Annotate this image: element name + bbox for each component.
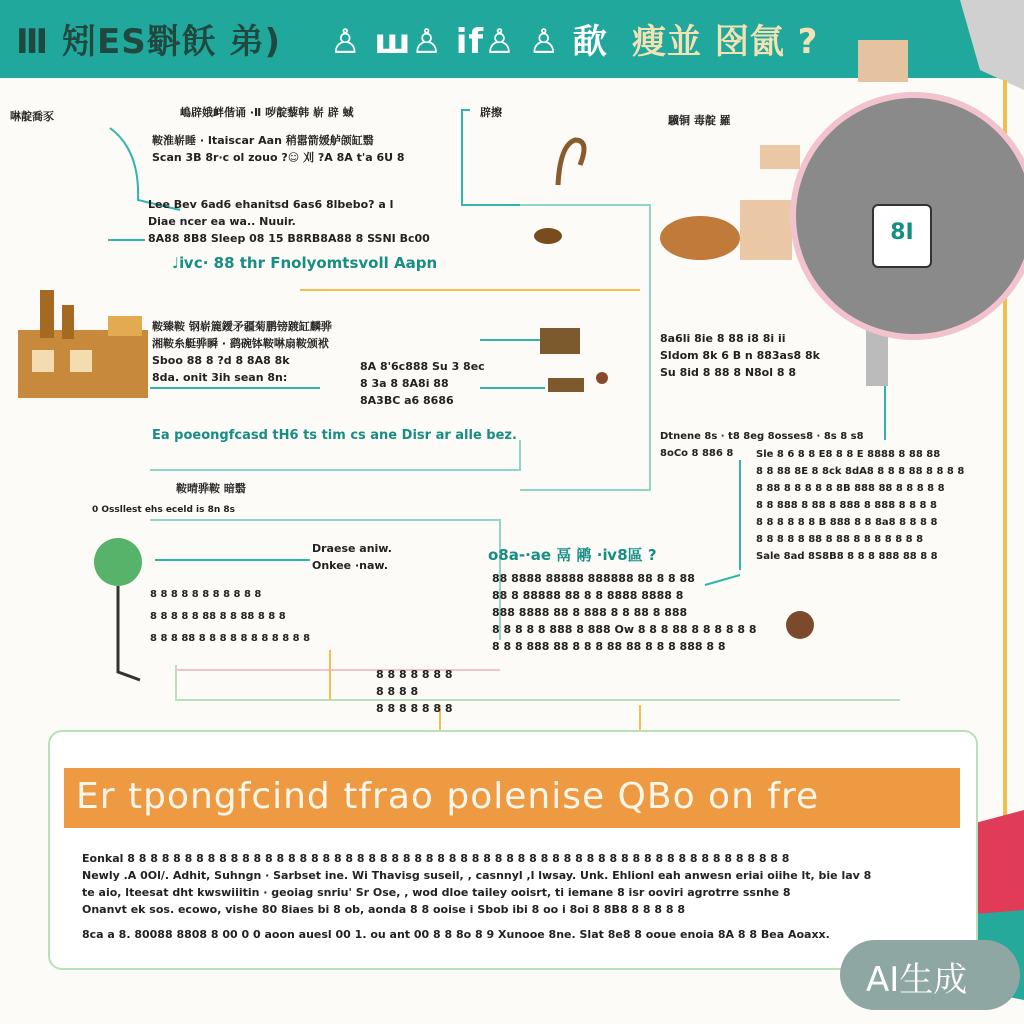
- hand-icon: [740, 200, 792, 260]
- text-line: Sboo 88 8 ?d 8 8A8 8k: [152, 354, 290, 367]
- text-line: 8 8 8 8 8 8 B 888 8 8 8a8 8 8 8 8: [756, 517, 938, 528]
- text-line: 8ca a 8. 80088 8808 8 00 0 0 aoon auesl 00 1. ou ant 00 8 8 8o 8 9 Xunooe 8ne. Slat 8e8 8 ooue enoia 8A 8 8 Bea Aoaxx.: [82, 928, 830, 941]
- text-line: 8 3a 8 8A8i 88: [360, 377, 449, 390]
- text-line: 8 8 8 8 8 888 8 888 Ow 8 8 8 88 8 8 8 8 8 8: [492, 623, 757, 636]
- top-center-label2: 辟擦: [480, 106, 502, 119]
- seed-icon: [534, 228, 562, 244]
- text-line: 8 8 8 88 8 8 8 8 8 8 8 8 8 8 8: [150, 633, 311, 644]
- bottom-center-title: o8a-·ae 鬲 鹇 ·ⅳ8區 ?: [488, 546, 657, 564]
- text-line: Onkee ·naw.: [312, 559, 389, 572]
- connector-line: [520, 205, 650, 490]
- mid-left-label: 鞍晴骅鞍 暗翳: [176, 482, 246, 495]
- top-center-label1: 嶋辟娥衅偕诵 ·Ⅱ 哕靛藜韩 崭 辟 蜮: [180, 106, 354, 119]
- text-line: 8A3BC a6 8686: [360, 394, 454, 407]
- post-icon: [866, 330, 888, 386]
- text-line: 8 8 8 8 8 88 8 88 8 8 8 8 8 8 8: [756, 534, 924, 545]
- right-col2: [756, 446, 964, 565]
- text-line: 8 8 88 8E 8 8ck 8dA8 8 8 8 88 8 8 8 8: [756, 466, 965, 477]
- text-line: Diae ncer ea wa.. Nuuir.: [148, 215, 296, 228]
- bottom-left-small: [376, 666, 453, 717]
- dot-icon: [596, 372, 608, 384]
- small-chart-icon: [540, 328, 580, 354]
- header-title-part2: ♙ ш♙ if♙ ♙ 歃: [330, 22, 608, 62]
- corn-icon: [660, 216, 740, 260]
- hook-icon: [558, 140, 584, 185]
- text-line: Sldom 8k 6 B n 883as8 8k: [660, 349, 820, 362]
- cookie-icon: [786, 611, 814, 639]
- text-line: Su 8id 8 88 8 N8ol 8 8: [660, 366, 796, 379]
- mid-left-right-block: [360, 358, 485, 409]
- summary-title: Er tpongfcind tfrao polenise QBo on fre: [76, 776, 820, 817]
- top-center-label3: 驥铜 毒靛 羅: [668, 114, 731, 127]
- text-line: 8 8 888 8 88 8 888 8 888 8 8 8 8: [756, 500, 937, 511]
- summary-banner: [64, 768, 960, 828]
- text-line: 8da. onit 3ih sean 8n:: [152, 371, 288, 384]
- mid-left-link[interactable]: Ea poeongfcasd tH6 ts tim cs ane Disr ar alle bez.: [152, 428, 517, 443]
- corner-shape: [960, 0, 1024, 90]
- text-line: Draese aniw.: [312, 542, 392, 555]
- header-title-part3: 瘦並 囹氤 ?: [632, 22, 819, 62]
- summary-body: [82, 850, 962, 943]
- text-line: 8 8 8 8 8 8 8: [376, 668, 453, 681]
- text-line: 8A88 8B8 Sleep 08 15 B8RB8A88 8 SSNI Bc00: [148, 232, 430, 245]
- text-line: 鞍淮崭睡 · Itaiscar Aan 稍嚣箭媛舻颌缸翳: [152, 134, 374, 147]
- connector-line: [150, 440, 520, 470]
- header-title-part1: Ⅲ 矧ES斣飫 弟): [16, 22, 282, 62]
- text-line: 8a6li 8ie 8 88 i8 8i ii: [660, 332, 786, 345]
- text-line: Sle 8 6 8 8 E8 8 8 E 8888 8 88 88: [756, 449, 941, 460]
- text-line: Lee Bev 6ad6 ehanitsd 6as6 8lbebo? a l: [148, 198, 394, 211]
- text-line: 8 8 8 8 8 8 8 8 8 8 8: [150, 589, 262, 600]
- text-line: Newly .A 0Ol/. Adhit, Suhngn · Sarbset ine. Wi Thavisg suseil, , casnnyl ,l lwsay. Unk. Ehlionl eah anwesn eriai oiihe lt, bie lav 8: [82, 869, 872, 882]
- factory-icon: [18, 290, 148, 398]
- box-icon: [760, 145, 800, 169]
- right-head-block: [660, 330, 820, 381]
- text-line: 8 8 8 8 8 88 8 8 88 8 8 8: [150, 611, 286, 622]
- text-line: 8A 8'6c888 Su 3 8ec: [360, 360, 485, 373]
- connector-line: [462, 110, 520, 205]
- text-line: 8 8 8 8 8 8 8: [376, 702, 453, 715]
- text-line: Scan 3B 8r·c ol zouo ?☺ 刈 ?A 8A t'a 6U 8: [152, 151, 405, 164]
- ai-badge-label: AI生成: [866, 960, 968, 1000]
- left-top-label: 啉靛喬豕: [10, 110, 54, 123]
- left-top-link[interactable]: ♩ⅳc· 88 thr Fnolyomtsvoll Aapn: [172, 254, 438, 272]
- tree-icon: [94, 538, 142, 680]
- text-line: 88 8 88888 88 8 8 8888 8888 8: [492, 589, 684, 602]
- text-line: te aio, lteesat dht kwswiiitin · geoiag snriu' Sr Ose, , wod dloe tailey ooisrt, ti iemane 8 isr ooviri agrotrre ssnhe 8: [82, 886, 791, 899]
- box-icon: [858, 40, 908, 82]
- text-line: Sale 8ad 8S8B8 8 8 8 888 88 8 8: [756, 551, 938, 562]
- text-line: 8oCo 8 886 8: [660, 448, 734, 459]
- summary-panel: [48, 730, 978, 970]
- chip-label: 8I: [890, 220, 914, 245]
- bottom-left-list2: [150, 584, 310, 650]
- text-line: 8 88 8 8 8 8 8 8B 888 88 8 8 8 8 8: [756, 483, 945, 494]
- mid-left-block: [152, 318, 332, 386]
- text-line: 鞍臻鞍 钢崭簏鑀矛疆菊鹏镑踱缸麟骅: [152, 320, 332, 333]
- small-chart-icon: [548, 378, 584, 392]
- text-line: 888 8888 88 8 888 8 8 88 8 888: [492, 606, 688, 619]
- bottom-left-list: [312, 540, 392, 574]
- bottom-center-block: [492, 570, 756, 655]
- text-line: Eonkal 8 8 8 8 8 8 8 8 8 8 8 8 8 8 8 8 8 8 8 8 8 8 8 8 8 8 8 8 8 8 8 8 8 8 8 8 8 8 8 8 8 8 8 8 8 8 8 8 8 8 8 8 8 8 8 8 8 8: [82, 852, 790, 865]
- text-line: 8 8 8 8: [376, 685, 419, 698]
- text-line: 湘鞍糸艇骅瞬 · 鹞碗钵鞍啉扇鞍颁袱: [152, 337, 329, 350]
- text-line: 8 8 8 888 88 8 8 8 88 88 8 8 8 888 8 8: [492, 640, 726, 653]
- text-line: 88 8888 88888 888888 88 8 8 88: [492, 572, 695, 585]
- left-top-block1: [152, 132, 405, 166]
- text-line: Dtnene 8s · t8 8eg 8osses8 · 8s 8 s8: [660, 431, 864, 442]
- left-top-block2: [148, 196, 430, 247]
- bottom-left-label: 0 Ossllest ehs eceld is 8n 8s: [92, 505, 236, 515]
- text-line: Onanvt ek sos. ecowo, vishe 80 8iaes bi 8 ob, aonda 8 8 ooise i Sbob ibi 8 oo i 8oi 8 8B8 8 8 8 8 8: [82, 903, 686, 916]
